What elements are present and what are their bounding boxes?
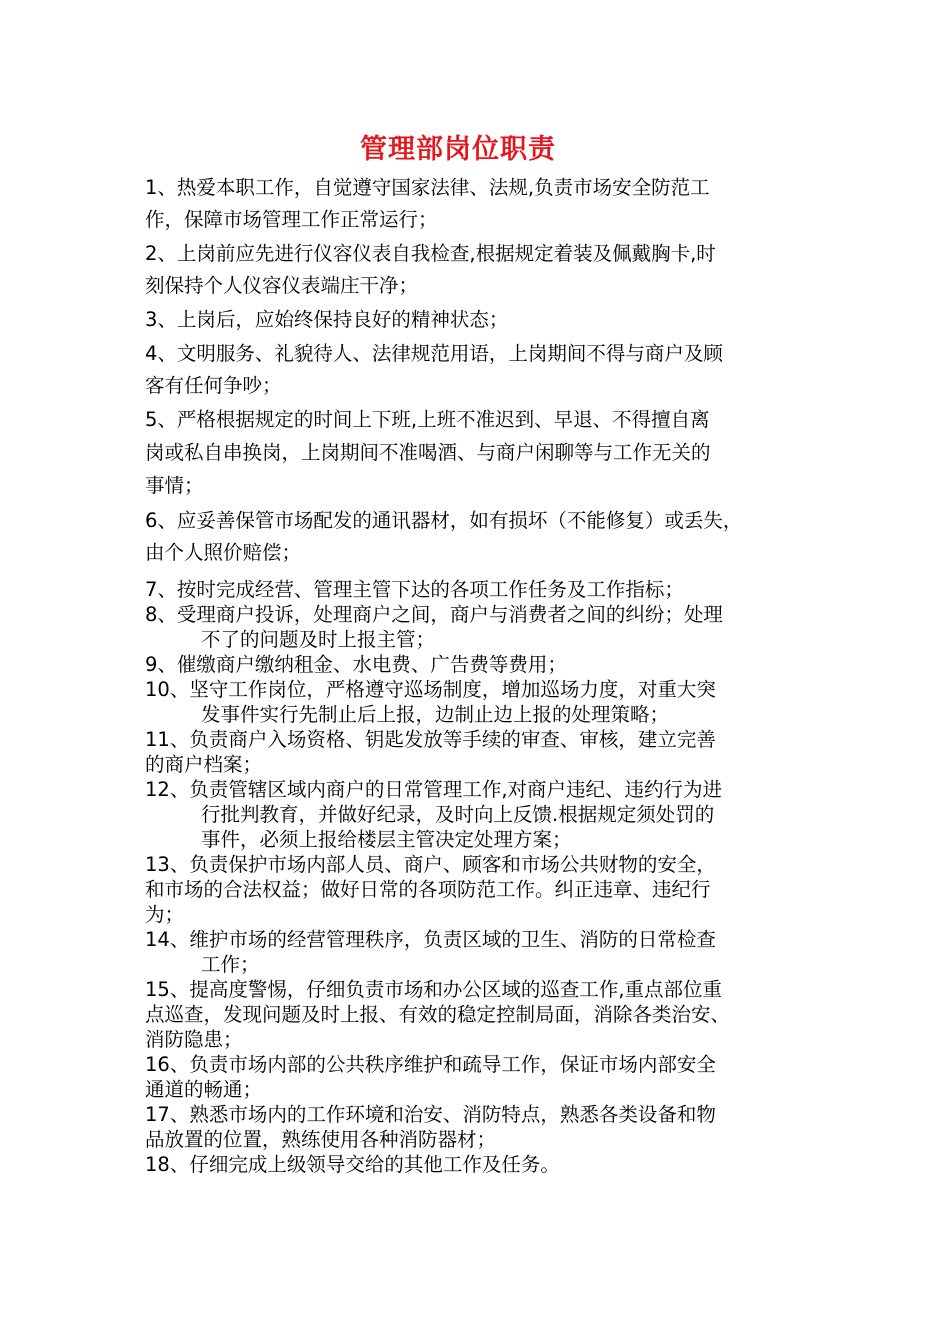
duty-line: 点巡查，发现问题及时上报、有效的稳定控制局面，消除各类治安、	[145, 1003, 731, 1026]
duty-line: 工作；	[201, 953, 260, 976]
duty-line: 18、仔细完成上级领导交给的其他工作及任务。	[145, 1153, 560, 1176]
duty-line: 2、上岗前应先进行仪容仪表自我检查,根据规定着装及佩戴胸卡,时	[145, 242, 716, 265]
duty-line: 不了的问题及时上报主管；	[201, 628, 436, 651]
duty-line: 事情；	[145, 474, 204, 497]
duty-line: 6、应妥善保管市场配发的通讯器材，如有损坏（不能修复）或丢失，	[145, 509, 743, 532]
duty-line: 事件，必须上报给楼层主管决定处理方案；	[201, 828, 572, 851]
duty-line: 9、催缴商户缴纳租金、水电费、广告费等费用；	[145, 653, 567, 676]
duty-line: 1、热爱本职工作，自觉遵守国家法律、法规,负责市场安全防范工	[145, 176, 710, 199]
duty-line: 作，保障市场管理工作正常运行；	[145, 208, 438, 231]
duty-line: 10、坚守工作岗位，严格遵守巡场制度，增加巡场力度，对重大突	[145, 678, 716, 701]
duty-line: 消防隐患；	[145, 1028, 243, 1051]
duty-line: 7、按时完成经营、管理主管下达的各项工作任务及工作指标；	[145, 578, 684, 601]
duty-line: 4、文明服务、礼貌待人、法律规范用语，上岗期间不得与商户及顾	[145, 342, 723, 365]
duty-line: 行批判教育，并做好纪录，及时向上反馈.根据规定须处罚的	[201, 803, 715, 826]
duty-line: 的商户档案；	[145, 753, 263, 776]
duty-line: 为；	[145, 903, 185, 926]
duty-line: 由个人照价赔偿；	[145, 541, 302, 564]
duty-line: 品放置的位置，熟练使用各种消防器材；	[145, 1128, 497, 1151]
duty-line: 岗或私自串换岗，上岗期间不准喝酒、与商户闲聊等与工作无关的	[145, 441, 711, 464]
duty-line: 15、提高度警惕，仔细负责市场和办公区域的巡查工作,重点部位重	[145, 978, 723, 1001]
duty-line: 通道的畅通；	[145, 1078, 263, 1101]
duty-line: 3、上岗后，应始终保持良好的精神状态；	[145, 308, 509, 331]
duty-line: 12、负责管辖区域内商户的日常管理工作,对商户违纪、违约行为进	[145, 778, 723, 801]
duty-line: 16、负责市场内部的公共秩序维护和疏导工作，保证市场内部安全	[145, 1053, 716, 1076]
duty-line: 11、负责商户入场资格、钥匙发放等手续的审查、审核，建立完善	[145, 728, 716, 751]
duty-line: 客有任何争吵；	[145, 374, 282, 397]
duty-line: 8、受理商户投诉，处理商户之间，商户与消费者之间的纠纷；处理	[145, 603, 723, 626]
duty-line: 14、维护市场的经营管理秩序，负责区域的卫生、消防的日常检查	[145, 928, 716, 951]
duty-line: 发事件实行先制止后上报，边制止边上报的处理策略；	[201, 703, 670, 726]
duty-line: 和市场的合法权益；做好日常的各项防范工作。纠正违章、违纪行	[145, 878, 711, 901]
duty-line: 13、负责保护市场内部人员、商户、顾客和市场公共财物的安全，	[145, 853, 716, 876]
duty-line: 5、严格根据规定的时间上下班,上班不准迟到、早退、不得擅自离	[145, 408, 710, 431]
duty-line: 刻保持个人仪容仪表端庄干净；	[145, 274, 419, 297]
duty-line: 17、熟悉市场内的工作环境和治安、消防特点，熟悉各类设备和物	[145, 1103, 716, 1126]
document-title: 管理部岗位职责	[360, 134, 556, 165]
